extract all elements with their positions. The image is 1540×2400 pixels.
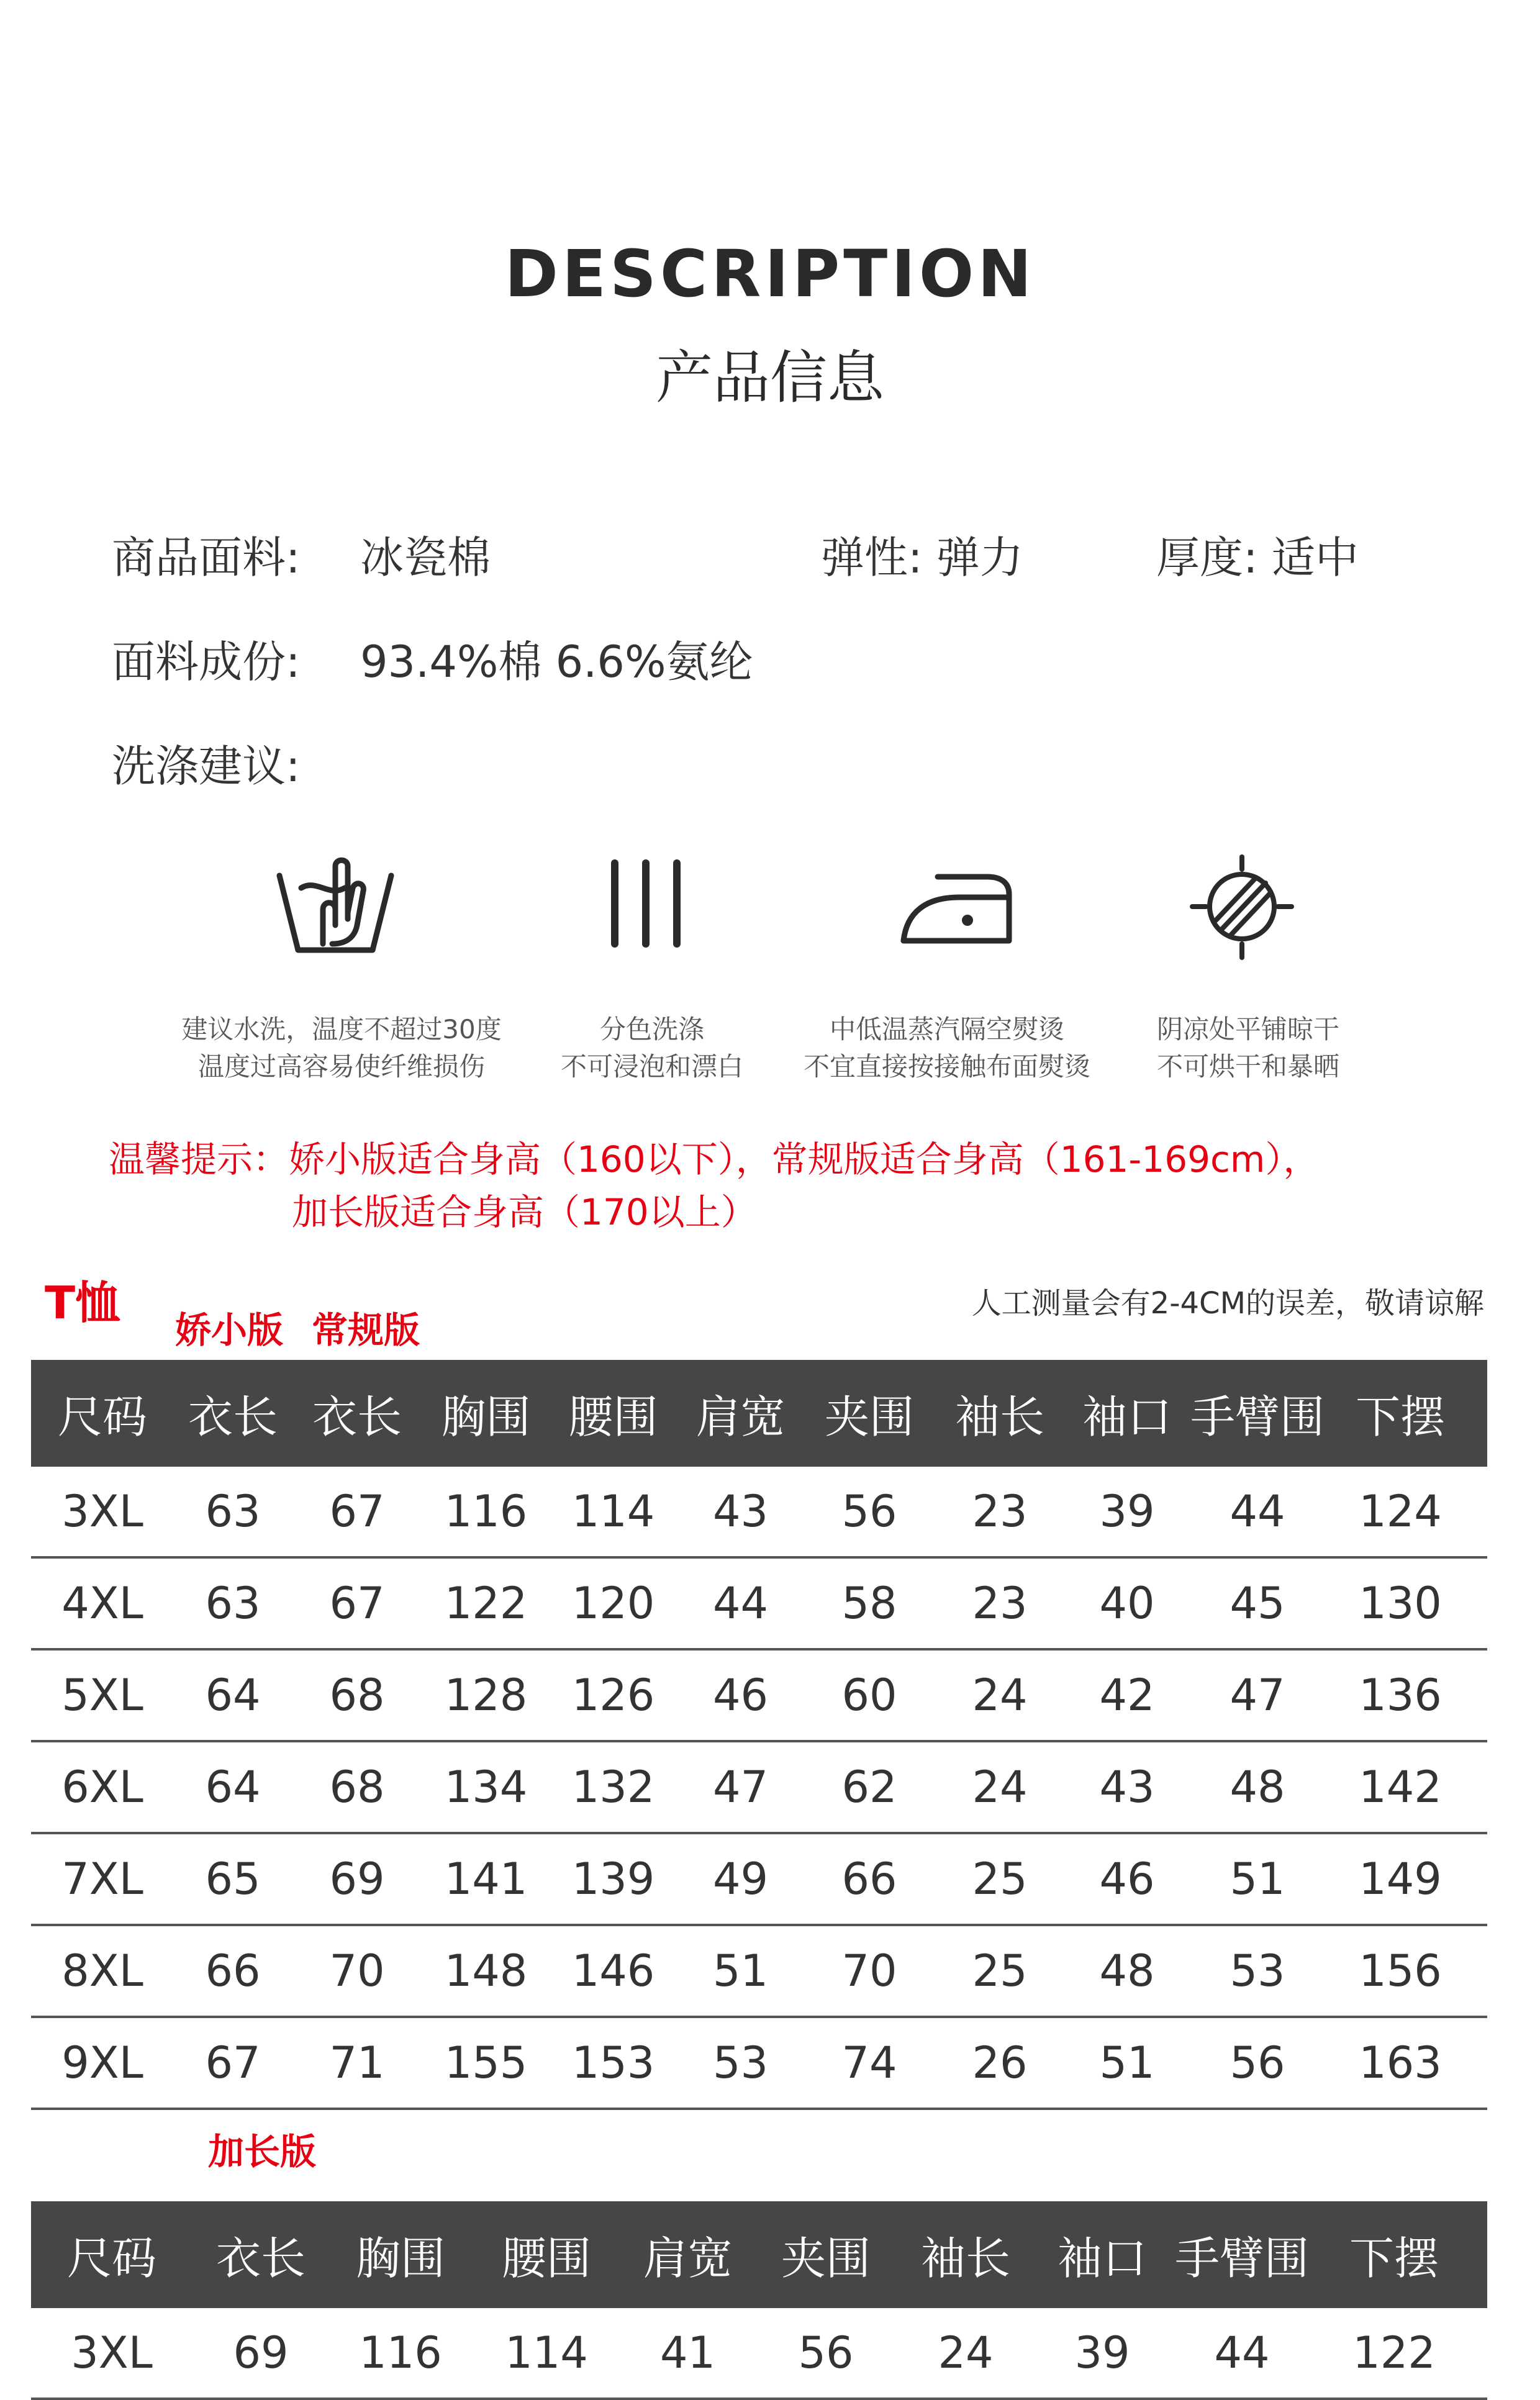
- table-cell: 155: [444, 2037, 528, 2088]
- table-cell: 43: [712, 1486, 769, 1537]
- table-cell: 51: [712, 1945, 769, 1996]
- table-cell: 42: [1099, 1670, 1155, 1721]
- table-cell: 69: [233, 2327, 289, 2378]
- table-cell: 25: [972, 1854, 1028, 1904]
- column-header: 衣长: [215, 2232, 306, 2285]
- title-cn: 产品信息: [655, 345, 884, 411]
- fabric-value: 冰瓷棉: [360, 532, 491, 583]
- table-cell: 56: [798, 2327, 854, 2378]
- table-row: [31, 1651, 1487, 1742]
- table-row: [31, 1926, 1487, 2018]
- table-cell: 122: [444, 1578, 528, 1629]
- thickness-info: 厚度: 适中: [1156, 532, 1359, 583]
- column-header: 肩宽: [643, 2232, 733, 2285]
- table-cell: 48: [1230, 1762, 1285, 1813]
- table-cell: 122: [1352, 2327, 1436, 2378]
- table-row: [31, 2308, 1487, 2400]
- separate-wash-icon: [584, 851, 708, 962]
- table-header: [31, 2201, 1487, 2308]
- column-header: 袖口: [1057, 2232, 1147, 2285]
- title-en: DESCRIPTION: [504, 236, 1036, 312]
- table-cell: 44: [1214, 2327, 1270, 2378]
- petite-label: 娇小版: [175, 1309, 284, 1351]
- elastic-info: 弹性: 弹力: [821, 532, 1023, 583]
- table-cell: 39: [1099, 1486, 1155, 1537]
- table-cell: 74: [841, 2037, 897, 2088]
- shade-dry-icon: [1180, 851, 1304, 962]
- table-cell: 60: [841, 1670, 897, 1721]
- table-cell: 65: [205, 1854, 261, 1904]
- column-header: 尺码: [57, 1391, 147, 1443]
- table-cell: 9XL: [61, 2037, 143, 2088]
- table-cell: 163: [1359, 2037, 1442, 2088]
- table-body: [31, 1467, 1487, 2110]
- table-cell: 124: [1359, 1486, 1442, 1537]
- table-cell: 51: [1230, 1854, 1285, 1904]
- table-cell: 141: [444, 1854, 528, 1904]
- table-row: [31, 1467, 1487, 1559]
- table-cell: 69: [329, 1854, 385, 1904]
- tshirt-label: T恤: [45, 1277, 120, 1329]
- table-cell: 142: [1359, 1762, 1442, 1813]
- table-cell: 4XL: [61, 1578, 143, 1629]
- table-cell: 3XL: [71, 2327, 153, 2378]
- fabric-label: 商品面料:: [112, 532, 301, 583]
- table-cell: 120: [571, 1578, 655, 1629]
- table-cell: 63: [205, 1486, 261, 1537]
- table-cell: 44: [712, 1578, 769, 1629]
- table-cell: 149: [1359, 1854, 1442, 1904]
- wash-label: 洗涤建议:: [112, 741, 301, 792]
- table-cell: 132: [571, 1762, 655, 1813]
- table-cell: 7XL: [61, 1854, 143, 1904]
- table-cell: 68: [329, 1762, 385, 1813]
- table-row: [31, 1742, 1487, 1834]
- care-text-4: 阴凉处平铺晾干 不可烘干和暴晒: [1156, 1014, 1339, 1082]
- table-cell: 24: [972, 1670, 1028, 1721]
- table-cell: 70: [329, 1945, 385, 1996]
- table-cell: 64: [205, 1670, 261, 1721]
- column-header: 胸围: [355, 2232, 445, 2285]
- table-cell: 44: [1230, 1486, 1285, 1537]
- table-cell: 5XL: [61, 1670, 143, 1721]
- long-label: 加长版: [208, 2131, 317, 2173]
- table-cell: 46: [712, 1670, 769, 1721]
- care-text-1: 建议水洗，温度不超过30度 温度过高容易使纤维损伤: [181, 1014, 502, 1082]
- table-cell: 47: [712, 1762, 769, 1813]
- table-cell: 71: [329, 2037, 385, 2088]
- column-header: 下摆: [1355, 1391, 1445, 1443]
- size-table-regular: [31, 1360, 1487, 2110]
- table-cell: 62: [841, 1762, 897, 1813]
- table-cell: 156: [1359, 1945, 1442, 1996]
- table-cell: 126: [571, 1670, 655, 1721]
- iron-icon: [894, 851, 1018, 962]
- column-header: 袖长: [920, 2232, 1010, 2285]
- table-row: [31, 1559, 1487, 1651]
- table-cell: 116: [444, 1486, 528, 1537]
- table-cell: 114: [505, 2327, 588, 2378]
- table-cell: 114: [571, 1486, 655, 1537]
- table-cell: 56: [841, 1486, 897, 1537]
- column-header: 夹围: [824, 1391, 914, 1443]
- table-cell: 136: [1359, 1670, 1442, 1721]
- table-cell: 56: [1230, 2037, 1285, 2088]
- fabric-row: [112, 523, 491, 586]
- table-cell: 58: [841, 1578, 897, 1629]
- table-cell: 68: [329, 1670, 385, 1721]
- table-cell: 64: [205, 1762, 261, 1813]
- table-cell: 66: [205, 1945, 261, 1996]
- table-cell: 46: [1099, 1854, 1155, 1904]
- table-header: [31, 1360, 1487, 1467]
- table-cell: 134: [444, 1762, 528, 1813]
- table-cell: 67: [205, 2037, 261, 2088]
- column-header: 胸围: [441, 1391, 531, 1443]
- hand-wash-icon: [273, 851, 397, 962]
- table-cell: 53: [1230, 1945, 1285, 1996]
- table-cell: 47: [1230, 1670, 1285, 1721]
- column-header: 手臂围: [1190, 1391, 1325, 1443]
- table-cell: 116: [359, 2327, 442, 2378]
- table-cell: 66: [841, 1854, 897, 1904]
- table-cell: 53: [712, 2037, 769, 2088]
- table-cell: 24: [938, 2327, 994, 2378]
- table-cell: 39: [1074, 2327, 1130, 2378]
- table-body: [31, 2308, 1487, 2400]
- table-cell: 23: [972, 1486, 1028, 1537]
- column-header: 袖口: [1082, 1391, 1172, 1443]
- table-cell: 6XL: [61, 1762, 143, 1813]
- column-header: 袖长: [954, 1391, 1044, 1443]
- table-cell: 43: [1099, 1762, 1155, 1813]
- size-table-long: [31, 2201, 1487, 2400]
- table-cell: 8XL: [61, 1945, 143, 1996]
- table-cell: 70: [841, 1945, 897, 1996]
- table-cell: 128: [444, 1670, 528, 1721]
- table-cell: 49: [712, 1854, 769, 1904]
- column-header: 下摆: [1349, 2232, 1439, 2285]
- table-row: [31, 1834, 1487, 1926]
- column-header: 衣长: [188, 1391, 278, 1443]
- table-cell: 130: [1359, 1578, 1442, 1629]
- table-cell: 48: [1099, 1945, 1155, 1996]
- table-cell: 67: [329, 1486, 385, 1537]
- table-cell: 25: [972, 1945, 1028, 1996]
- table-cell: 139: [571, 1854, 655, 1904]
- table-cell: 63: [205, 1578, 261, 1629]
- table-cell: 23: [972, 1578, 1028, 1629]
- table-cell: 146: [571, 1945, 655, 1996]
- composition-value: 93.4%棉 6.6%氨纶: [360, 636, 753, 687]
- table-cell: 51: [1099, 2037, 1155, 2088]
- notice-line-2: 加长版适合身高（170以上）: [292, 1191, 757, 1233]
- composition-label: 面料成份:: [112, 636, 301, 687]
- column-header: 腰围: [501, 2232, 591, 2285]
- table-cell: 45: [1230, 1578, 1285, 1629]
- table-cell: 26: [972, 2037, 1028, 2088]
- table-cell: 67: [329, 1578, 385, 1629]
- table-cell: 24: [972, 1762, 1028, 1813]
- column-header: 衣长: [312, 1391, 402, 1443]
- column-header: 夹围: [781, 2232, 871, 2285]
- regular-label: 常规版: [312, 1309, 420, 1351]
- column-header: 尺码: [66, 2232, 156, 2285]
- column-header: 肩宽: [695, 1391, 786, 1443]
- measure-note: 人工测量会有2-4CM的误差，敬请谅解: [971, 1286, 1484, 1321]
- table-cell: 148: [444, 1945, 528, 1996]
- column-header: 腰围: [568, 1391, 658, 1443]
- care-text-2: 分色洗涤 不可浸泡和漂白: [560, 1014, 743, 1082]
- table-cell: 3XL: [61, 1486, 143, 1537]
- column-header: 手臂围: [1174, 2232, 1309, 2285]
- care-text-3: 中低温蒸汽隔空熨烫 不宜直接按接触布面熨烫: [803, 1014, 1090, 1082]
- notice-line-1: 温馨提示：娇小版适合身高（160以下），常规版适合身高（161-169cm），: [109, 1138, 1320, 1180]
- composition-row: [112, 627, 753, 690]
- table-row: [31, 2018, 1487, 2110]
- table-cell: 41: [659, 2327, 716, 2378]
- table-cell: 40: [1099, 1578, 1155, 1629]
- table-cell: 153: [571, 2037, 655, 2088]
